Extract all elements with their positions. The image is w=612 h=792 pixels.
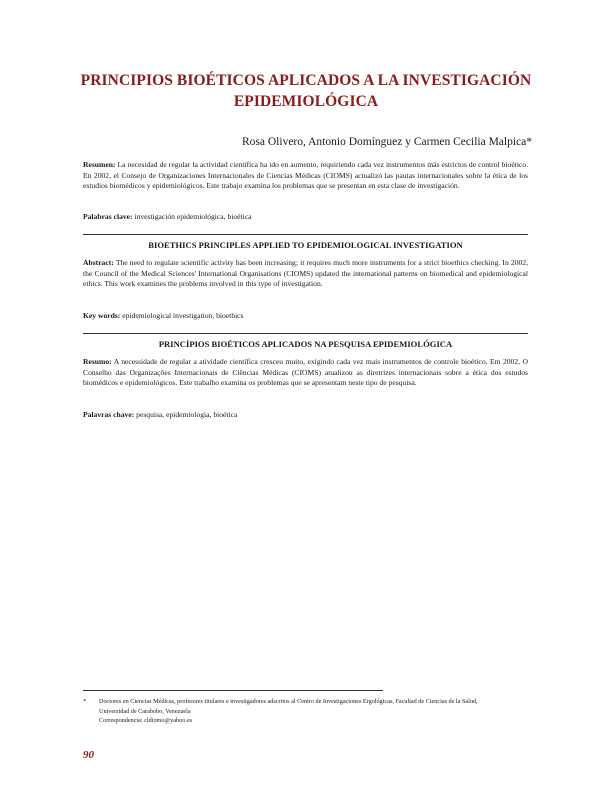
footnote-correspondence: Correspondencia: cldiomo@yahoo.es [99,717,192,724]
portuguese-abstract-label: Resumo: [83,357,112,366]
spanish-abstract [83,160,528,192]
portuguese-keywords-label: Palavras chave: [83,410,135,419]
author-list: Rosa Olivero, Antonio Domínguez y Carmen Cecilia Malpica* [242,136,532,148]
portuguese-heading: PRINCÍPIOS BIOÉTICOS APLICADOS NA PESQUISA EPIDEMIOLÓGICA [158,339,453,349]
spanish-abstract-text: La necesidad de regular la actividad científica ha ido en aumento, requiriendo cada vez instrumentos más estrictos de control bioético. En 2002, el Consejo de Organizaciones Internacionales de Ciencias Médicas (CIOMS) actualizó las pautas internacionales sobre la ética de los estudios biomédicos y epidemiológicos. Este trabajo examina los problemas que se presentan en esta clase de investigación. [83,160,528,191]
english-abstract [83,258,528,290]
portuguese-keywords [83,410,528,421]
section-divider [83,333,528,334]
english-heading: BIOETHICS PRINCIPLES APPLIED TO EPIDEMIOLOGICAL INVESTIGATION [148,240,463,250]
footnote-divider [83,690,383,691]
spanish-keywords [83,212,528,223]
section-divider [83,234,528,235]
english-abstract-label: Abstract: [83,258,114,267]
spanish-keywords-label: Palabras clave: [83,212,133,221]
title-line-2: EPIDEMIOLÓGICA [233,93,379,110]
page-number: 90 [83,749,94,761]
title-line-1: PRINCIPIOS BIOÉTICOS APLICADOS A LA INVESTIGACIÓN [80,72,532,89]
footnote-body [99,697,528,726]
footnote-university: Universidad de Carabobo, Venezuela [99,707,191,715]
english-abstract-text: The need to regulate scientific activity has been increasing; it requires much more instruments for a strict bioethics checking. In 2002, the Council of the Medical Sciences' International Organisations (CIOMS) updated the international patterns on biomedical and epidemiological ethics. This work examines the problems involved in this type of investigation. [83,258,528,289]
portuguese-abstract [83,357,528,389]
footnote [83,697,528,726]
english-keywords-label: Key words: [83,311,121,320]
spanish-abstract-label: Resumen: [83,160,116,169]
spanish-keywords-text: investigación epidemiológica, bioética [132,212,252,221]
footnote-marker: * [83,698,87,705]
english-keywords-text: epidemiological investigation, bioethics [120,311,244,320]
portuguese-abstract-text: A necessidade de regular a atividade científica cresceu muito, exigindo cada vez mais instrumentos de controle bioético. Em 2002, O Conselho das Organizações Internacionais de Ciências Médicas (CIOMS) atualizou as diretrizes internacionais sobre a ética dos estudos biomédicos e epidemiológicos. Este trabalho examina os problemas que se apresentam neste tipo de pesquisa. [83,357,528,388]
article-title [80,70,532,112]
english-keywords [83,311,528,322]
portuguese-keywords-text: pesquisa, epidemiologia, bioética [134,410,238,419]
footnote-affiliation: Doctores en Ciencias Médicas, profesores titulares e investigadores adscritos al Centro de Investigaciones Ergológicas, Facultad de Ciencias de la Salud, [99,698,478,705]
